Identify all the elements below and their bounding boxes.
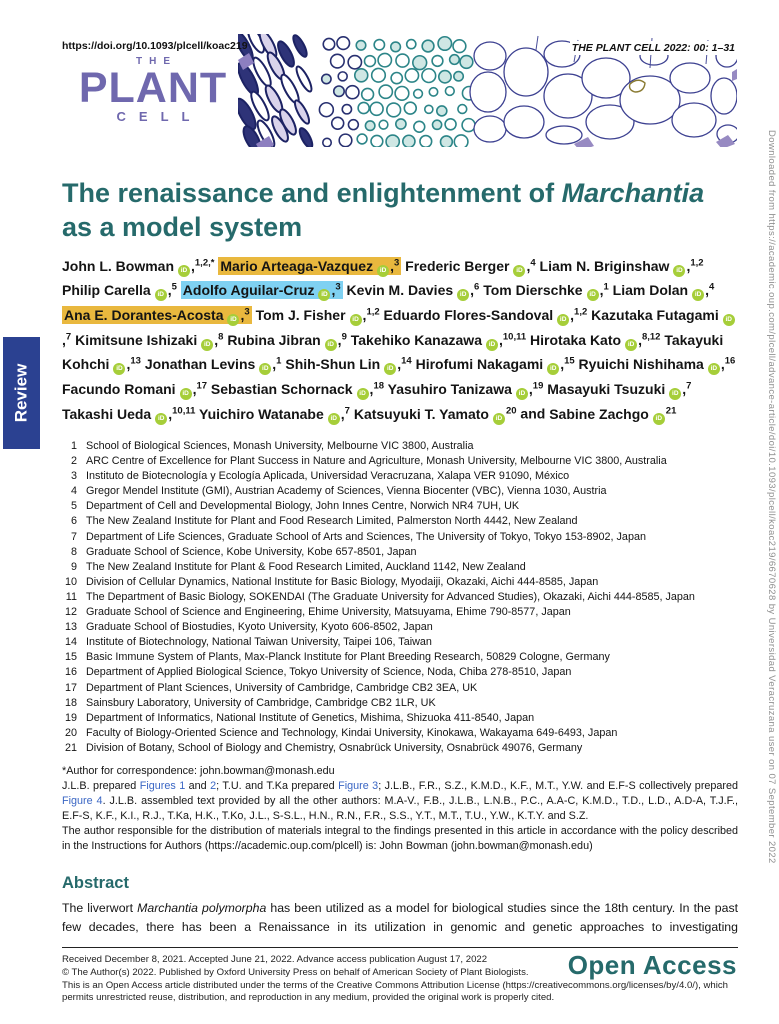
footer-line: © The Author(s) 2022. Published by Oxford University Press on behalf of American Society of Plant Biologists. bbox=[62, 966, 529, 978]
text-segment: *Author for correspondence: john.bowman@monash.edu bbox=[62, 765, 335, 777]
author-name: Facundo Romani iD ,$^{17}$ bbox=[62, 381, 207, 397]
affiliation-item: 12 Graduate School of Science and Engineering, Ehime University, Matsuyama, Ehime 790-8577, Japan bbox=[64, 606, 571, 619]
orcid-icon[interactable]: iD bbox=[357, 388, 369, 400]
logo-the: THE bbox=[136, 56, 177, 67]
review-tab-label: Review bbox=[11, 363, 31, 423]
abstract-paragraph bbox=[62, 899, 738, 937]
orcid-icon[interactable]: iD bbox=[178, 265, 190, 277]
orcid-icon[interactable]: iD bbox=[516, 388, 528, 400]
orcid-icon[interactable]: iD bbox=[384, 363, 396, 375]
text-segment: Marchantia polymorpha bbox=[137, 901, 267, 915]
logo-cell: CELL bbox=[116, 109, 203, 124]
text-segment: J.L.B. prepared bbox=[62, 780, 140, 792]
orcid-icon[interactable]: iD bbox=[227, 314, 239, 326]
correspondence-line bbox=[62, 764, 738, 779]
author-list: John L. Bowman iD ,$^{1,2,*}$ Mario Arteaga-Vazquez iD ,$^3$ Frederic Berger iD ,$^4$ Liam N. Briginshaw iD ,$^{1,2}$ Philip Carella iD ,$^5$ Adolfo Aguilar-Cruz iD ,$^3$ Kevin M. Davies iD ,$^6$ Tom Dierschke iD ,$^1$ Liam Dolan iD ,$^4$ Ana E. Dorantes-Acosta iD ,$^3$ Tom J. Fisher iD ,$^{1,2}$ Eduardo Flores-Sandoval iD ,$^{1,2}$ Kazutaka Futagami iD,$^7$ Kimitsune Ishizaki iD ,$^8$ Rubina Jibran iD ,$^9$ Takehiko Kanazawa iD ,$^{10,11}$ Hirotaka Kato iD ,$^{8,12}$ Takayuki Kohchi iD ,$^{13}$ Jonathan Levins iD ,$^1$ Shih-Shun Lin iD ,$^{14}$ Hirofumi Nakagami iD ,$^{15}$ Ryuichi Nishihama iD ,$^{16}$ Facundo Romani iD ,$^{17}$ Sebastian Schornack iD ,$^{18}$ Yasuhiro Tanizawa iD ,$^{19}$ Masayuki Tsuzuki iD ,$^7$ Takashi Ueda iD ,$^{10,11}$ Yuichiro Watanabe iD ,$^7$ Katsuyuki T. Yamato $iD^{20}$ and Sabine Zachgo $iD^{21}$ bbox=[62, 252, 742, 425]
author-contributions bbox=[62, 779, 738, 824]
affiliation-item: 10 Division of Cellular Dynamics, National Institute for Basic Biology, Myodaiji, Okazaki, Aichi 444-8585, Japan bbox=[64, 575, 599, 588]
affiliation-item: 3 Instituto de Biotecnología y Ecología Aplicada, Universidad Veracruzana, Xalapa VER 91090, México bbox=[70, 470, 570, 483]
page-title bbox=[62, 176, 712, 244]
affiliation-item: 13 Graduate School of Biostudies, Kyoto University, Kyoto 606-8502, Japan bbox=[64, 621, 433, 634]
author-name: Adolfo Aguilar-Cruz iD ,$^3$ bbox=[181, 281, 343, 299]
text-segment: The liverwort bbox=[62, 901, 138, 915]
materials-statement bbox=[62, 824, 738, 854]
orcid-icon[interactable]: iD bbox=[350, 314, 362, 326]
orcid-icon[interactable]: iD bbox=[113, 363, 125, 375]
author-name: Sebastian Schornack iD ,$^{18}$ bbox=[211, 381, 384, 397]
affiliation-item: 9 The New Zealand Institute for Plant & Food Research Limited, Auckland 1142, New Zealand bbox=[70, 560, 526, 573]
author-name: Hirofumi Nakagami iD ,$^{15}$ bbox=[416, 356, 575, 372]
orcid-icon[interactable]: iD bbox=[325, 339, 337, 351]
author-name: Katsuyuki T. Yamato $iD^{20}$ bbox=[354, 406, 517, 422]
author-name: Masayuki Tsuzuki iD ,$^7$ bbox=[547, 381, 691, 397]
footer-divider bbox=[62, 947, 738, 948]
orcid-icon[interactable]: iD bbox=[377, 265, 389, 277]
orcid-icon[interactable]: iD bbox=[653, 413, 665, 425]
orcid-icon[interactable]: iD bbox=[723, 314, 735, 326]
title-italic: Marchantia bbox=[561, 178, 705, 208]
author-name: Takashi Ueda iD ,$^{10,11}$ bbox=[62, 406, 195, 422]
text-segment: and bbox=[185, 780, 211, 792]
orcid-icon[interactable]: iD bbox=[155, 289, 167, 301]
orcid-icon[interactable]: iD bbox=[547, 363, 559, 375]
orcid-icon[interactable]: iD bbox=[457, 289, 469, 301]
footer-line: Received December 8, 2021. Accepted June 21, 2022. Advance access publication August 17, 2022 bbox=[62, 954, 488, 965]
orcid-icon[interactable]: iD bbox=[673, 265, 685, 277]
author-name: Rubina Jibran iD ,$^9$ bbox=[227, 332, 347, 348]
title-text: The renaissance and enlightenment of bbox=[62, 178, 562, 208]
author-name: Kazutaka Futagami iD,$^7$ bbox=[62, 307, 736, 348]
doi-link[interactable]: https://doi.org/10.1093/plcell/koac219 bbox=[62, 40, 248, 52]
author-name: Jonathan Levins iD ,$^1$ bbox=[145, 356, 282, 372]
text-segment: . J.L.B. assembled text provided by all the other authors: M.A-V., F.B., J.L.B., L.N.B., P.C., A.A-C, K.M.D., T.D., L.D., A.D-A, T.J.F., E.F-S, K.F., K.I., R.J., T.Ka, H.K., T.Ko, J.L., S-S.L., H.N., R.N., F.R., S.S., Y.T., M.T., T.U., Y.W., K.T.Y. and S.Z. bbox=[62, 795, 738, 822]
affiliation-item: 4 Gregor Mendel Institute (GMI), Austrian Academy of Sciences, Vienna Biocenter (VBC), Vienna 1030, Austria bbox=[70, 485, 607, 498]
author-name: Takehiko Kanazawa iD ,$^{10,11}$ bbox=[351, 332, 526, 348]
author-name: Tom Dierschke iD ,$^1$ bbox=[483, 282, 609, 298]
footer-line: This is an Open Access article distributed under the terms of the Creative Commons Attribution License (https://creativecommons.org/licenses/by/4.0/), which permits unrestricted reuse, distribution, and reproduction in any medium, provided the original work is properly cited. bbox=[62, 979, 728, 1004]
orcid-icon[interactable]: iD bbox=[708, 363, 720, 375]
author-name: Liam Dolan iD ,$^4$ bbox=[613, 282, 715, 298]
review-tab[interactable] bbox=[3, 337, 40, 449]
correspondence-block bbox=[62, 764, 738, 854]
affiliation-item: 16 Department of Applied Biological Science, Tokyo University of Science, Noda, Chiba 278-8510, Japan bbox=[64, 666, 572, 679]
orcid-icon[interactable]: iD bbox=[259, 363, 271, 375]
orcid-icon[interactable]: iD bbox=[486, 339, 498, 351]
orcid-icon[interactable]: iD bbox=[201, 339, 213, 351]
affiliation-item: 15 Basic Immune System of Plants, Max-Planck Institute for Plant Breeding Research, 50829 Cologne, Germany bbox=[64, 651, 610, 664]
text-segment: ; J.L.B., F.R., S.Z., K.M.D., K.F., M.T., Y.W. and E.F-S collectively prepared bbox=[378, 780, 739, 792]
abstract-heading: Abstract bbox=[62, 874, 129, 892]
author-name: Ryuichi Nishihama iD ,$^{16}$ bbox=[579, 356, 736, 372]
download-watermark: Downloaded from https://academic.oup.com/plcell/advance-article/doi/10.1093/plcell/koac219/6670628 by Universidad Veracruzana user on 07 September 2022 bbox=[766, 130, 777, 864]
open-access-badge: Open Access bbox=[567, 950, 737, 980]
author-name: Kevin M. Davies iD ,$^6$ bbox=[347, 282, 480, 298]
author-name: Tom J. Fisher iD ,$^{1,2}$ bbox=[256, 307, 380, 323]
affiliation-item: 11 The Department of Basic Biology, SOKENDAI (The Graduate University for Advanced Studies), Okazaki, Aichi 444-8585, Japan bbox=[65, 590, 695, 603]
affiliation-item: 5 Department of Cell and Developmental Biology, John Innes Centre, Norwich NR4 7UH, UK bbox=[70, 500, 520, 513]
text-segment: ; T.U. and T.Ka prepared bbox=[216, 780, 339, 792]
orcid-icon[interactable]: iD bbox=[557, 314, 569, 326]
affiliation-item: 2 ARC Centre of Excellence for Plant Success in Nature and Agriculture, Monash University, Melbourne VIC 3800, Australia bbox=[70, 455, 667, 468]
figure-link[interactable]: Figure 3 bbox=[338, 780, 379, 792]
affiliation-item: 1 School of Biological Sciences, Monash University, Melbourne VIC 3800, Australia bbox=[70, 440, 474, 452]
author-name: Liam N. Briginshaw iD ,$^{1,2}$ bbox=[540, 258, 704, 274]
author-name: Hirotaka Kato iD ,$^{8,12}$ bbox=[530, 332, 660, 348]
affiliation-item: 18 Sainsbury Laboratory, University of Cambridge, Cambridge CB2 1LR, UK bbox=[64, 696, 436, 709]
author-name: Eduardo Flores-Sandoval iD ,$^{1,2}$ bbox=[384, 307, 588, 323]
orcid-icon[interactable]: iD bbox=[328, 413, 340, 425]
logo-plant: PLANT bbox=[78, 64, 228, 112]
text-segment: has been utilized as a model for biological studies since the 18th century. In the past few decades, there has been a Renaissance in its utilization in genomic and genetic approaches to investigating bbox=[62, 901, 739, 934]
author-name: Frederic Berger iD ,$^4$ bbox=[405, 258, 535, 274]
author-name: Philip Carella iD ,$^5$ bbox=[62, 282, 177, 298]
author-name: Ana E. Dorantes-Acosta iD ,$^3$ bbox=[62, 306, 252, 324]
author-name: Kimitsune Ishizaki iD ,$^8$ bbox=[75, 332, 223, 348]
author-name: Sabine Zachgo $iD^{21}$ bbox=[549, 406, 676, 422]
orcid-icon[interactable]: iD bbox=[692, 289, 704, 301]
text-segment: The author responsible for the distribution of materials integral to the findings presented in this article in accordance with the policy described in the Instructions for Authors (https://academic.oup.com/plcell) is: John Bowman (john.bowman@monash.edu) bbox=[62, 825, 738, 852]
affiliation-item: 21 Division of Botany, School of Biology and Chemistry, Osnabrück University, Osnabrück 49076, Germany bbox=[64, 741, 583, 754]
affiliation-item: 17 Department of Plant Sciences, University of Cambridge, Cambridge CB2 3EA, UK bbox=[64, 681, 478, 694]
author-name: John L. Bowman iD ,$^{1,2,*}$ bbox=[62, 258, 214, 274]
orcid-icon[interactable]: iD bbox=[587, 289, 599, 301]
orcid-icon[interactable]: iD bbox=[155, 413, 167, 425]
title-line2: as a model system bbox=[62, 212, 303, 242]
orcid-icon[interactable]: iD bbox=[625, 339, 637, 351]
affiliation-item: 14 Institute of Biotechnology, National Taiwan University, Taipei 106, Taiwan bbox=[64, 636, 432, 649]
orcid-icon[interactable]: iD bbox=[318, 289, 330, 301]
affiliation-list bbox=[62, 439, 742, 756]
figure-link[interactable]: Figures 1 bbox=[139, 780, 186, 792]
affiliation-item: 8 Graduate School of Science, Kobe University, Kobe 657-8501, Japan bbox=[70, 545, 417, 558]
affiliation-item: 19 Department of Informatics, National Institute of Genetics, Mishima, Shizuoka 411-8540, Japan bbox=[64, 711, 535, 724]
affiliation-item: 6 The New Zealand Institute for Plant and Food Research Limited, Palmerston North 4442, New Zealand bbox=[70, 515, 578, 528]
affiliation-item: 20 Faculty of Biology-Oriented Science and Technology, Kindai University, Kinokawa, Wakayama 649-6493, Japan bbox=[64, 726, 618, 739]
orcid-icon[interactable]: iD bbox=[669, 388, 681, 400]
orcid-icon[interactable]: iD bbox=[493, 413, 505, 425]
plant-cell-logo bbox=[72, 56, 234, 124]
orcid-icon[interactable]: iD bbox=[513, 265, 525, 277]
journal-citation: THE PLANT CELL 2022: 00: 1–31 bbox=[571, 42, 735, 54]
orcid-icon[interactable]: iD bbox=[180, 388, 192, 400]
author-name: Yuichiro Watanabe iD ,$^7$ bbox=[199, 406, 350, 422]
author-name: Yasuhiro Tanizawa iD ,$^{19}$ bbox=[388, 381, 544, 397]
figure-link[interactable]: Figure 4 bbox=[62, 795, 103, 807]
author-name: Shih-Shun Lin iD ,$^{14}$ bbox=[285, 356, 411, 372]
figure-link[interactable]: 2 bbox=[210, 780, 217, 792]
author-name: Mario Arteaga-Vazquez iD ,$^3$ bbox=[218, 257, 401, 275]
author-name: Takayuki Kohchi iD ,$^{13}$ bbox=[62, 332, 723, 373]
affiliation-item: 7 Department of Life Sciences, Graduate School of Arts and Sciences, The University of Tokyo, Tokyo 153-8902, Japan bbox=[70, 530, 646, 543]
